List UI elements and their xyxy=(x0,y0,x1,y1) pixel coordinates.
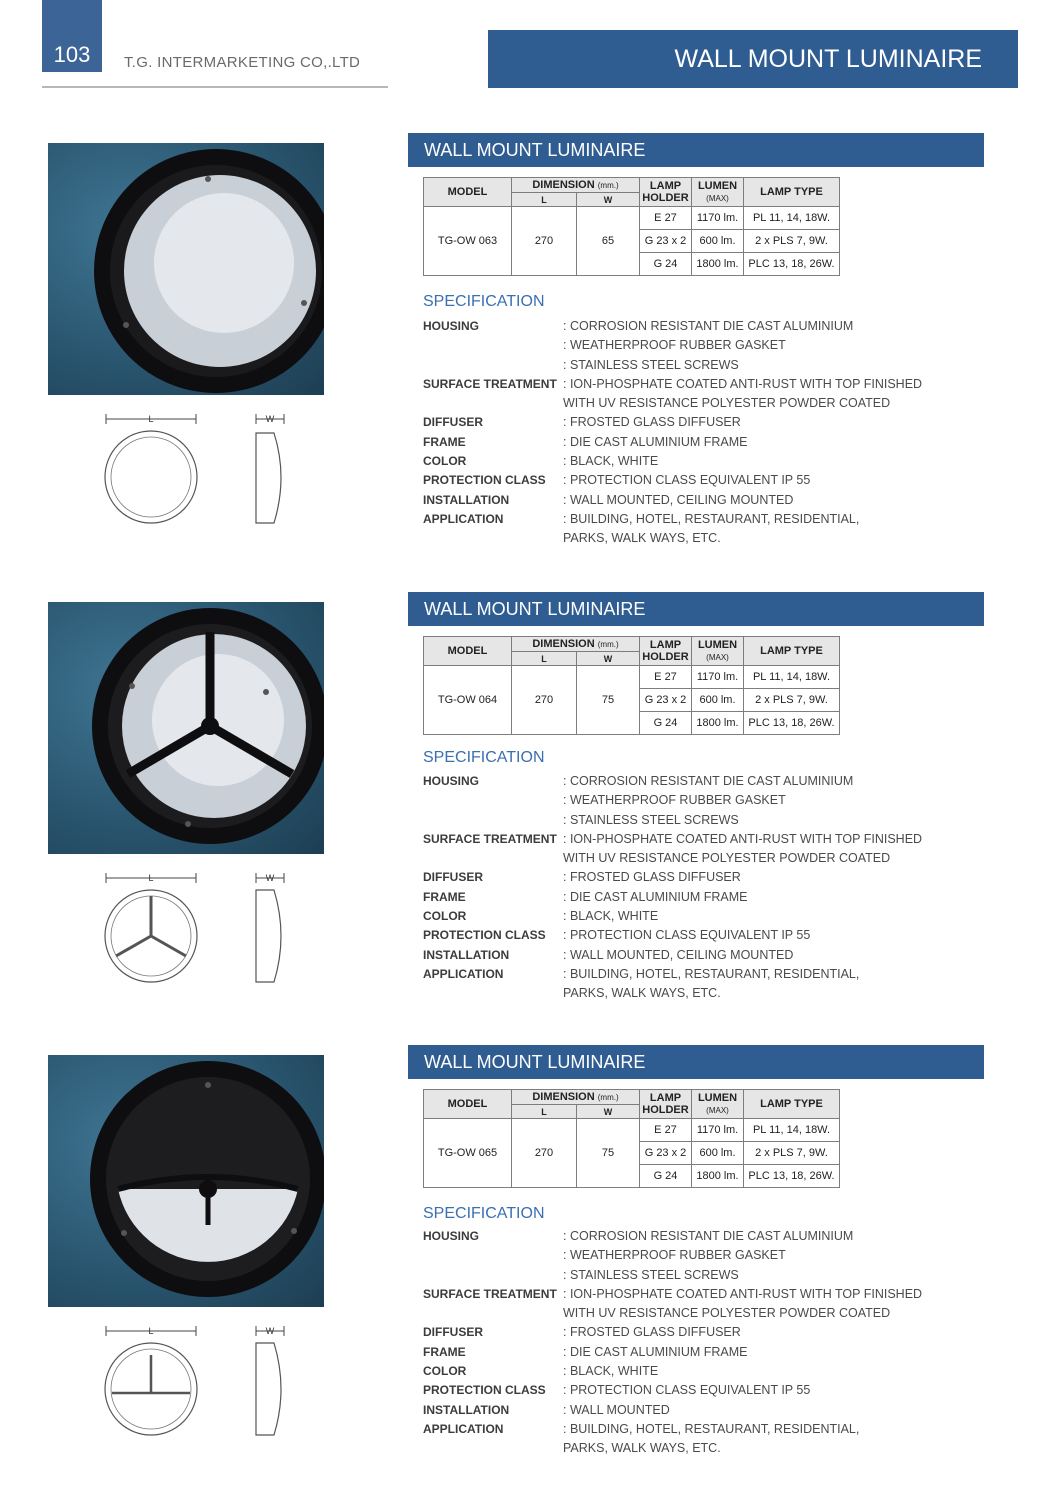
spec-row: PROTECTION CLASS : PROTECTION CLASS EQUIVALENT IP 55 xyxy=(423,1383,811,1398)
spec-row: HOUSING : CORROSION RESISTANT DIE CAST ALUMINIUM xyxy=(423,774,854,788)
technical-drawing xyxy=(96,1323,296,1443)
model-cell: TG-OW 064 xyxy=(424,666,512,735)
th-lamp-holder: LAMP HOLDER xyxy=(640,637,692,666)
th-dimension: DIMENSION (mm.) xyxy=(512,178,640,193)
product-spec-table xyxy=(423,177,840,276)
spec-row: PARKS, WALK WAYS, ETC. xyxy=(563,531,721,546)
spec-row: APPLICATION : BUILDING, HOTEL, RESTAURANT, RESIDENTIAL, xyxy=(423,511,860,526)
spec-row: INSTALLATION : WALL MOUNTED, CEILING MOUNTED xyxy=(423,947,794,962)
spec-row: PARKS, WALK WAYS, ETC. xyxy=(563,1441,721,1456)
length-cell: 270 xyxy=(512,1119,577,1188)
spec-row: : STAINLESS STEEL SCREWS xyxy=(563,812,739,827)
spec-row: : WEATHERPROOF RUBBER GASKET xyxy=(563,338,786,353)
luminaire-photo-063 xyxy=(48,143,324,395)
th-dimension: DIMENSION (mm.) xyxy=(512,637,640,652)
th-lamp-type: LAMP TYPE xyxy=(744,637,840,666)
lumen-cell: 1170 lm. xyxy=(692,1119,744,1142)
th-l: L xyxy=(512,1105,577,1119)
drawing-l-label: L xyxy=(148,873,154,883)
luminaire-photo-065 xyxy=(48,1055,324,1307)
product-block-063 xyxy=(0,133,1060,593)
width-cell: 75 xyxy=(577,666,640,735)
luminaire-photo-064 xyxy=(48,602,324,854)
spec-row: INSTALLATION : WALL MOUNTED, CEILING MOUNTED xyxy=(423,492,794,507)
spec-row: FRAME : DIE CAST ALUMINIUM FRAME xyxy=(423,1344,748,1359)
th-model: MODEL xyxy=(424,637,512,666)
lamp-type-cell: PL 11, 14, 18W. xyxy=(744,666,840,689)
specification-heading: SPECIFICATION xyxy=(423,749,545,766)
spec-row: HOUSING : CORROSION RESISTANT DIE CAST ALUMINIUM xyxy=(423,319,854,333)
product-photo xyxy=(48,602,324,854)
drawing-065 xyxy=(96,1323,296,1443)
spec-row: PROTECTION CLASS : PROTECTION CLASS EQUIVALENT IP 55 xyxy=(423,473,811,488)
lamp-type-cell: 2 x PLS 7, 9W. xyxy=(744,1142,840,1165)
holder-cell: G 23 x 2 xyxy=(640,1142,692,1165)
spec-row: SURFACE TREATMENT : ION-PHOSPHATE COATED ANTI-RUST WITH TOP FINISHED xyxy=(423,831,923,846)
drawing-w-label: W xyxy=(265,1326,275,1336)
lamp-type-cell: 2 x PLS 7, 9W. xyxy=(744,230,840,253)
product-spec-table xyxy=(423,636,840,735)
spec-row: HOUSING : CORROSION RESISTANT DIE CAST ALUMINIUM xyxy=(423,1229,854,1243)
lumen-cell: 1170 lm. xyxy=(692,207,744,230)
spec-row: COLOR : BLACK, WHITE xyxy=(423,909,659,924)
spec-row: COLOR : BLACK, WHITE xyxy=(423,1364,659,1379)
spec-row: APPLICATION : BUILDING, HOTEL, RESTAURANT, RESIDENTIAL, xyxy=(423,1421,860,1436)
specification-list xyxy=(423,772,983,1004)
th-l: L xyxy=(512,193,577,207)
specification-list xyxy=(423,1227,983,1459)
spec-row: APPLICATION : BUILDING, HOTEL, RESTAURANT, RESIDENTIAL, xyxy=(423,966,860,981)
technical-drawing xyxy=(96,411,296,531)
th-w: W xyxy=(577,193,640,207)
product-spec-table xyxy=(423,1089,840,1188)
spec-row: : WEATHERPROOF RUBBER GASKET xyxy=(563,1248,786,1263)
th-lamp-type: LAMP TYPE xyxy=(744,1090,840,1119)
th-lamp-holder: LAMP HOLDER xyxy=(640,178,692,207)
spec-row: DIFFUSER : FROSTED GLASS DIFFUSER xyxy=(423,415,741,430)
model-cell: TG-OW 065 xyxy=(424,1119,512,1188)
page-number: 103 xyxy=(42,0,102,72)
holder-cell: G 24 xyxy=(640,1165,692,1188)
spec-row: SURFACE TREATMENT : ION-PHOSPHATE COATED ANTI-RUST WITH TOP FINISHED xyxy=(423,1286,923,1301)
drawing-w-label: W xyxy=(265,414,275,424)
th-model: MODEL xyxy=(424,1090,512,1119)
spec-row: PARKS, WALK WAYS, ETC. xyxy=(563,986,721,1001)
holder-cell: E 27 xyxy=(640,666,692,689)
lumen-cell: 600 lm. xyxy=(692,1142,744,1165)
spec-row: : STAINLESS STEEL SCREWS xyxy=(563,1267,739,1282)
drawing-l-label: L xyxy=(148,414,154,424)
spec-row: FRAME : DIE CAST ALUMINIUM FRAME xyxy=(423,889,748,904)
spec-row: FRAME : DIE CAST ALUMINIUM FRAME xyxy=(423,434,748,449)
holder-cell: G 24 xyxy=(640,253,692,276)
section-title: WALL MOUNT LUMINAIRE xyxy=(408,592,984,626)
drawing-064 xyxy=(96,870,296,990)
lumen-cell: 1800 lm. xyxy=(692,712,744,735)
drawing-w-label: W xyxy=(265,873,275,883)
length-cell: 270 xyxy=(512,207,577,276)
th-lamp-holder: LAMP HOLDER xyxy=(640,1090,692,1119)
header-banner-title: WALL MOUNT LUMINAIRE xyxy=(488,30,1018,88)
header-divider xyxy=(42,86,388,88)
th-lumen: LUMEN (MAX) xyxy=(692,1090,744,1119)
model-cell: TG-OW 063 xyxy=(424,207,512,276)
section-title: WALL MOUNT LUMINAIRE xyxy=(408,1045,984,1079)
lamp-type-cell: PLC 13, 18, 26W. xyxy=(744,712,840,735)
th-lumen: LUMEN (MAX) xyxy=(692,178,744,207)
lamp-type-cell: 2 x PLS 7, 9W. xyxy=(744,689,840,712)
spec-row: COLOR : BLACK, WHITE xyxy=(423,454,659,469)
th-w: W xyxy=(577,1105,640,1119)
product-block-064 xyxy=(0,592,1060,1052)
lumen-cell: 600 lm. xyxy=(692,689,744,712)
holder-cell: E 27 xyxy=(640,207,692,230)
spec-row: WITH UV RESISTANCE POLYESTER POWDER COATED xyxy=(563,851,891,866)
spec-row: SURFACE TREATMENT : ION-PHOSPHATE COATED ANTI-RUST WITH TOP FINISHED xyxy=(423,376,923,391)
specification-list xyxy=(423,317,983,549)
product-photo xyxy=(48,1055,324,1307)
lamp-type-cell: PLC 13, 18, 26W. xyxy=(744,1165,840,1188)
lumen-cell: 1800 lm. xyxy=(692,253,744,276)
th-lumen: LUMEN (MAX) xyxy=(692,637,744,666)
lumen-cell: 1800 lm. xyxy=(692,1165,744,1188)
spec-row: INSTALLATION : WALL MOUNTED xyxy=(423,1402,670,1417)
lumen-cell: 600 lm. xyxy=(692,230,744,253)
holder-cell: G 23 x 2 xyxy=(640,230,692,253)
spec-row: DIFFUSER : FROSTED GLASS DIFFUSER xyxy=(423,1325,741,1340)
spec-row: PROTECTION CLASS : PROTECTION CLASS EQUIVALENT IP 55 xyxy=(423,928,811,943)
th-l: L xyxy=(512,652,577,666)
length-cell: 270 xyxy=(512,666,577,735)
technical-drawing xyxy=(96,870,296,990)
spec-row: DIFFUSER : FROSTED GLASS DIFFUSER xyxy=(423,870,741,885)
holder-cell: E 27 xyxy=(640,1119,692,1142)
product-block-065 xyxy=(0,1045,1060,1500)
product-photo xyxy=(48,143,324,395)
spec-row: : WEATHERPROOF RUBBER GASKET xyxy=(563,793,786,808)
company-name: T.G. INTERMARKETING CO,.LTD xyxy=(124,54,361,71)
spec-row: WITH UV RESISTANCE POLYESTER POWDER COATED xyxy=(563,1306,891,1321)
holder-cell: G 23 x 2 xyxy=(640,689,692,712)
drawing-063 xyxy=(96,411,296,531)
lamp-type-cell: PLC 13, 18, 26W. xyxy=(744,253,840,276)
th-lamp-type: LAMP TYPE xyxy=(744,178,840,207)
width-cell: 75 xyxy=(577,1119,640,1188)
section-title: WALL MOUNT LUMINAIRE xyxy=(408,133,984,167)
lamp-type-cell: PL 11, 14, 18W. xyxy=(744,207,840,230)
specification-heading: SPECIFICATION xyxy=(423,293,545,310)
drawing-l-label: L xyxy=(148,1326,154,1336)
th-w: W xyxy=(577,652,640,666)
specification-heading: SPECIFICATION xyxy=(423,1205,545,1222)
width-cell: 65 xyxy=(577,207,640,276)
lumen-cell: 1170 lm. xyxy=(692,666,744,689)
th-model: MODEL xyxy=(424,178,512,207)
spec-row: WITH UV RESISTANCE POLYESTER POWDER COATED xyxy=(563,396,891,411)
spec-row: : STAINLESS STEEL SCREWS xyxy=(563,357,739,372)
th-dimension: DIMENSION (mm.) xyxy=(512,1090,640,1105)
holder-cell: G 24 xyxy=(640,712,692,735)
lamp-type-cell: PL 11, 14, 18W. xyxy=(744,1119,840,1142)
